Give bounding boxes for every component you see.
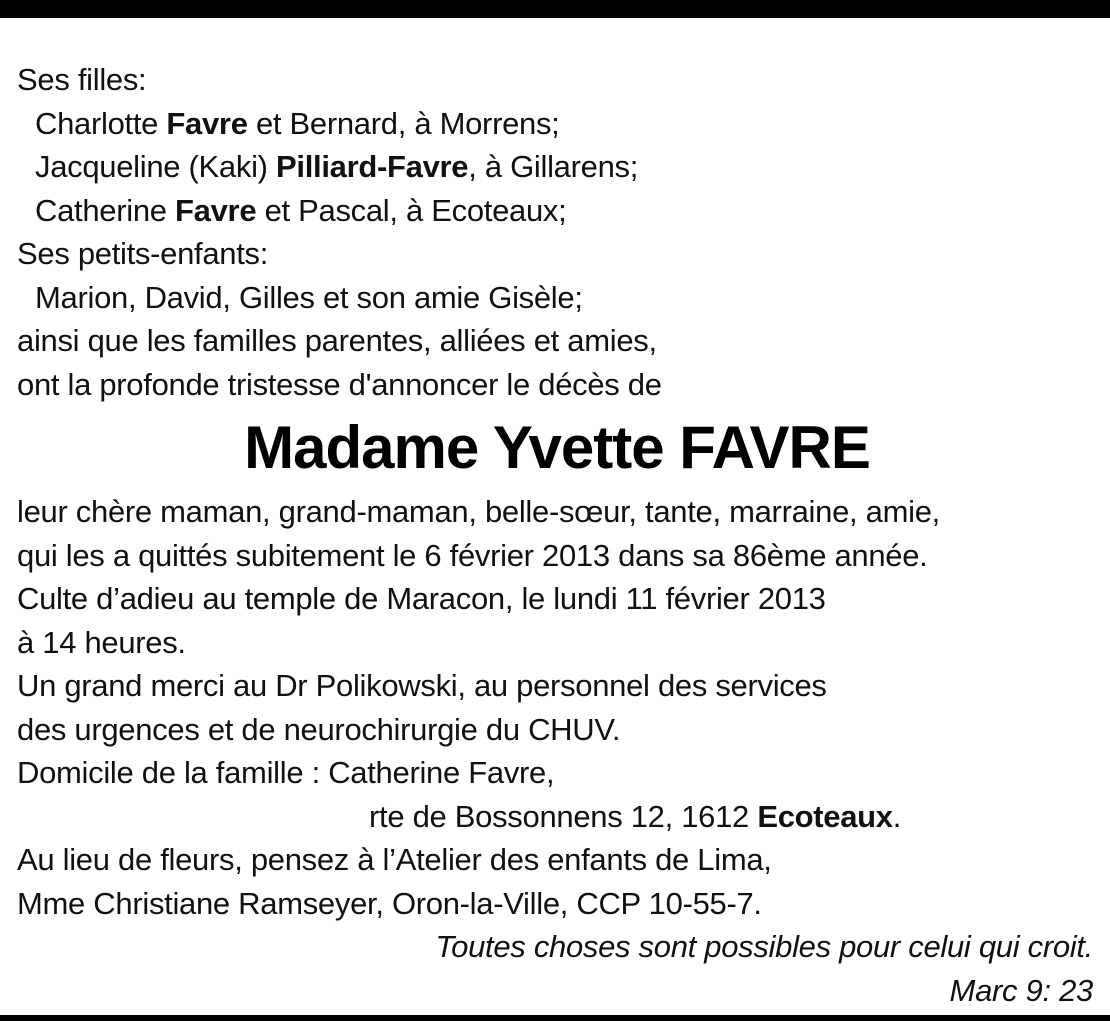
bible-reference: Marc 9: 23: [949, 972, 1093, 1008]
body-line: Culte d’adieu au temple de Maracon, le lundi 11 février 2013: [17, 581, 826, 616]
bottom-border-bar: [0, 1015, 1110, 1021]
flowers-line: Au lieu de fleurs, pensez à l’Atelier des enfants de Lima,: [17, 842, 772, 877]
body-line: qui les a quittés subitement le 6 février 2013 dans sa 86ème année.: [17, 537, 928, 573]
daughter-name: Catherine: [35, 192, 176, 228]
daughter-name: Jacqueline (Kaki): [35, 149, 276, 184]
daughter-detail: et Pascal, à Ecoteaux;: [256, 192, 567, 228]
daughter-surname: Favre: [175, 192, 257, 228]
address-town: Ecoteaux: [757, 798, 893, 834]
daughter-line: [17, 189, 1097, 233]
daughter-name: Charlotte: [35, 105, 167, 141]
daughter-surname: Favre: [166, 105, 248, 141]
body-line: leur chère maman, grand-maman, belle-sœur, tante, marraine, amie,: [17, 494, 940, 529]
daughter-line: [17, 102, 1097, 146]
top-border-bar: [0, 0, 1110, 18]
body-line: Domicile de la famille : Catherine Favre,: [17, 755, 555, 790]
grandchildren-heading: Ses petits-enfants:: [17, 236, 269, 271]
body-line: des urgences et de neurochirurgie du CHUV.: [17, 711, 621, 747]
address-end: .: [892, 798, 902, 834]
daughters-heading: Ses filles:: [17, 62, 147, 97]
daughter-detail: , à Gillarens;: [468, 149, 639, 184]
daughter-line: [17, 145, 1097, 189]
obituary-text: [17, 58, 1097, 1012]
grandchildren-list: Marion, David, Gilles et son amie Gisèle;: [35, 279, 583, 315]
body-line: à 14 heures.: [17, 624, 186, 660]
announce-line: ont la profonde tristesse d'annoncer le décès de: [17, 366, 662, 402]
families-line: ainsi que les familles parentes, alliées et amies,: [17, 323, 657, 358]
bible-quote: Toutes choses sont possibles pour celui qui croit.: [435, 929, 1093, 964]
daughter-surname: Pilliard-Favre: [276, 149, 469, 184]
address-street: rte de Bossonnens 12, 1612: [369, 798, 758, 834]
daughter-detail: et Bernard, à Morrens;: [247, 105, 560, 141]
flowers-line: Mme Christiane Ramseyer, Oron-la-Ville, CCP 10-55-7.: [17, 885, 762, 921]
body-line: Un grand merci au Dr Polikowski, au personnel des services: [17, 668, 827, 703]
deceased-name: Madame Yvette FAVRE: [244, 414, 870, 481]
family-address: [17, 795, 1097, 839]
